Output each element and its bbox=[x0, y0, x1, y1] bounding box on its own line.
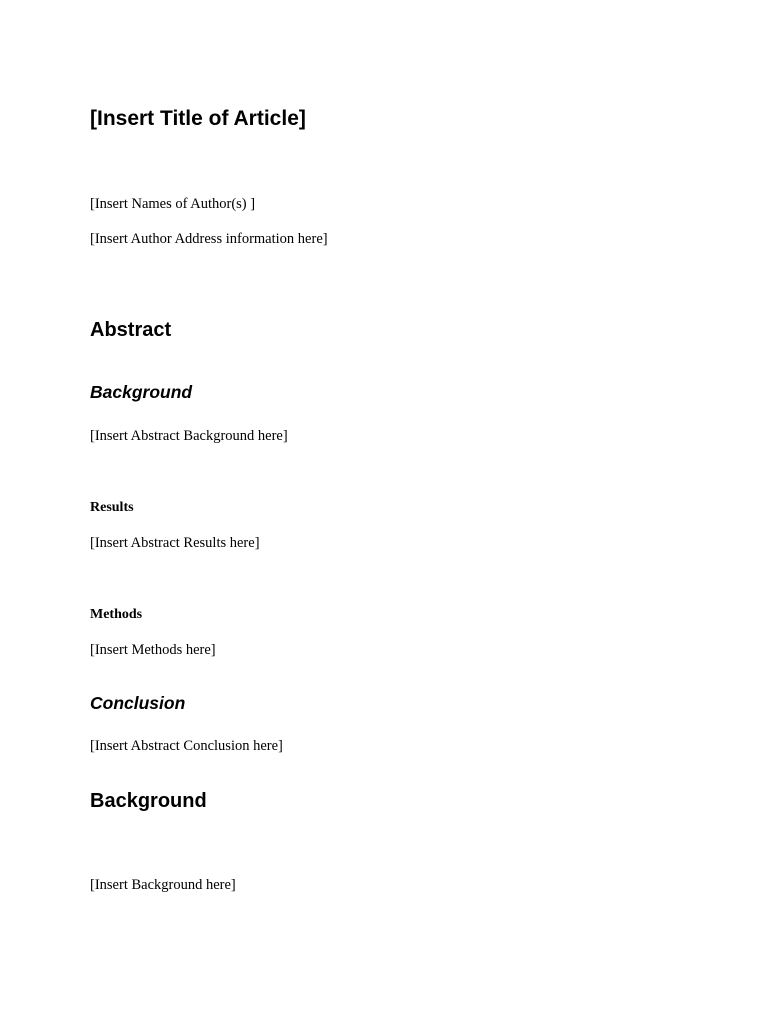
results-heading: Results bbox=[90, 500, 134, 515]
methods-heading: Methods bbox=[90, 607, 143, 622]
article-title: [Insert Title of Article] bbox=[90, 107, 306, 130]
abstract-heading: Abstract bbox=[90, 319, 172, 341]
author-address: [Insert Author Address information here] bbox=[90, 231, 328, 247]
results-text: [Insert Abstract Results here] bbox=[90, 535, 260, 551]
background-text: [Insert Background here] bbox=[90, 877, 236, 893]
background-heading: Background bbox=[90, 790, 207, 812]
methods-text: [Insert Methods here] bbox=[90, 642, 216, 658]
abstract-background-heading: Background bbox=[90, 382, 193, 402]
conclusion-heading: Conclusion bbox=[90, 693, 186, 713]
conclusion-text: [Insert Abstract Conclusion here] bbox=[90, 738, 283, 754]
author-names: [Insert Names of Author(s) ] bbox=[90, 196, 256, 212]
abstract-background-text: [Insert Abstract Background here] bbox=[90, 428, 288, 444]
